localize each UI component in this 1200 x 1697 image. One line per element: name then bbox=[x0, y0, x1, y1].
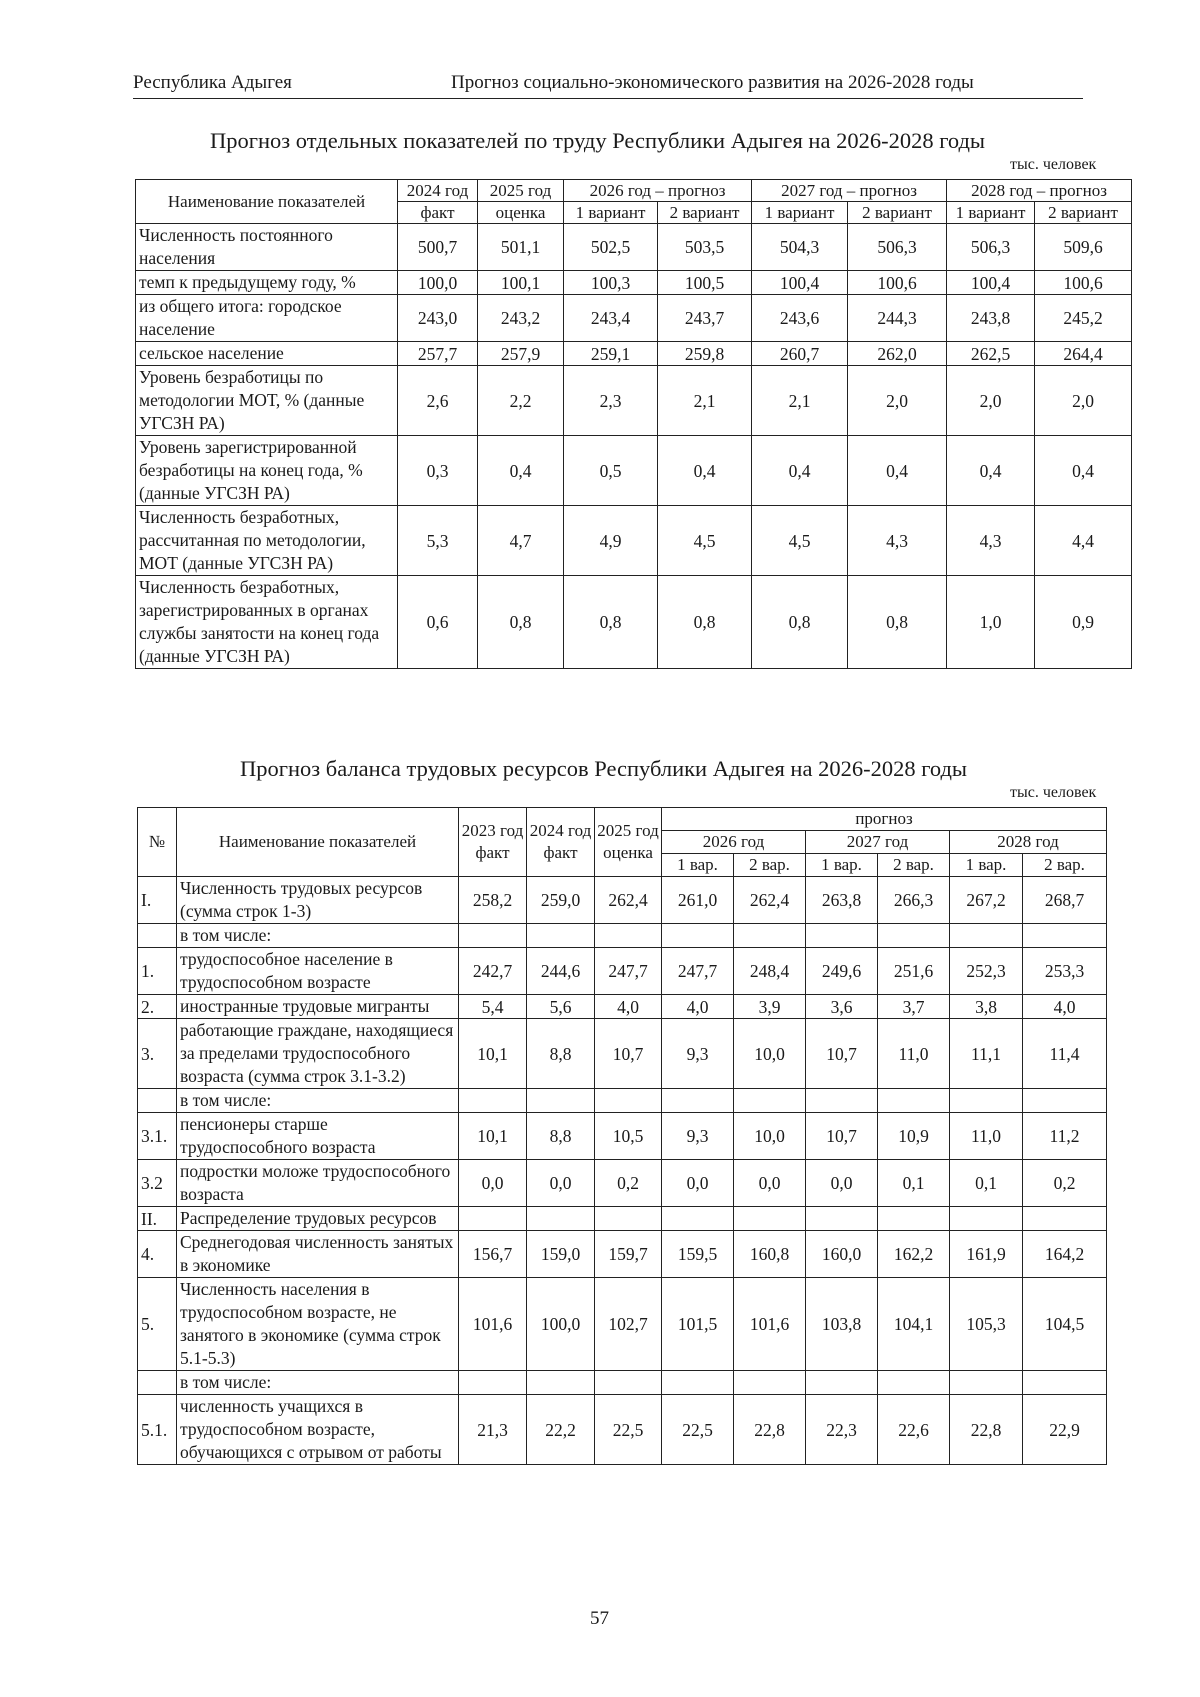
row-label: Среднегодовая численность занятых в экономике bbox=[177, 1231, 459, 1278]
value-cell: 0,1 bbox=[950, 1160, 1023, 1207]
table2-head-name: Наименование показателей bbox=[177, 808, 459, 877]
row-label: из общего итога: городское население bbox=[136, 295, 398, 342]
table-row bbox=[136, 506, 1132, 576]
value-cell: 249,6 bbox=[806, 948, 878, 995]
value-cell: 101,6 bbox=[734, 1278, 806, 1371]
table-row bbox=[136, 436, 1132, 506]
table1-head-variant-2: 2 вариант bbox=[1035, 202, 1132, 224]
value-cell: 264,4 bbox=[1035, 342, 1132, 366]
labor-balance-table bbox=[137, 807, 1107, 1465]
value-cell: 262,4 bbox=[595, 877, 662, 924]
table2-head-2027: 2027 год bbox=[806, 831, 950, 854]
value-cell: 10,0 bbox=[734, 1113, 806, 1160]
table1-title: Прогноз отдельных показателей по труду Республики Адыгея на 2026-2028 годы bbox=[210, 128, 986, 153]
value-cell: 4,5 bbox=[658, 506, 752, 576]
value-cell bbox=[806, 1089, 878, 1113]
row-number: 5.1. bbox=[138, 1395, 177, 1465]
value-cell: 0,9 bbox=[1035, 576, 1132, 669]
value-cell bbox=[459, 1089, 527, 1113]
value-cell: 247,7 bbox=[662, 948, 734, 995]
value-cell: 160,0 bbox=[806, 1231, 878, 1278]
value-cell: 260,7 bbox=[752, 342, 848, 366]
value-cell: 242,7 bbox=[459, 948, 527, 995]
row-label: в том числе: bbox=[177, 1089, 459, 1113]
value-cell bbox=[459, 1207, 527, 1231]
value-cell: 245,2 bbox=[1035, 295, 1132, 342]
value-cell: 259,0 bbox=[527, 877, 595, 924]
row-label: Численность постоянного населения bbox=[136, 224, 398, 271]
value-cell bbox=[878, 1207, 950, 1231]
value-cell: 500,7 bbox=[398, 224, 478, 271]
value-cell: 503,5 bbox=[658, 224, 752, 271]
value-cell: 504,3 bbox=[752, 224, 848, 271]
table1-head-2024: 2024 год bbox=[398, 180, 478, 202]
value-cell: 4,5 bbox=[752, 506, 848, 576]
table-row bbox=[138, 948, 1107, 995]
value-cell: 8,8 bbox=[527, 1113, 595, 1160]
table1-head-variant-1: 1 вариант bbox=[752, 202, 848, 224]
value-cell bbox=[734, 924, 806, 948]
row-number: 3.1. bbox=[138, 1113, 177, 1160]
value-cell: 0,0 bbox=[806, 1160, 878, 1207]
value-cell bbox=[1023, 1207, 1107, 1231]
value-cell: 21,3 bbox=[459, 1395, 527, 1465]
value-cell: 0,4 bbox=[478, 436, 564, 506]
value-cell: 1,0 bbox=[947, 576, 1035, 669]
value-cell: 266,3 bbox=[878, 877, 950, 924]
table2-unit: тыс. человек bbox=[1010, 784, 1097, 801]
value-cell: 22,5 bbox=[662, 1395, 734, 1465]
table1-head-variant-2: 2 вариант bbox=[848, 202, 947, 224]
row-number: 1. bbox=[138, 948, 177, 995]
value-cell: 0,4 bbox=[947, 436, 1035, 506]
value-cell: 159,5 bbox=[662, 1231, 734, 1278]
value-cell: 100,5 bbox=[658, 271, 752, 295]
value-cell: 4,4 bbox=[1035, 506, 1132, 576]
value-cell: 0,8 bbox=[848, 576, 947, 669]
table2-head-variant-2: 2 вар. bbox=[878, 854, 950, 877]
value-cell: 4,3 bbox=[947, 506, 1035, 576]
value-cell: 0,0 bbox=[734, 1160, 806, 1207]
row-number: 2. bbox=[138, 995, 177, 1019]
value-cell bbox=[950, 924, 1023, 948]
table-row bbox=[136, 295, 1132, 342]
value-cell bbox=[950, 1207, 1023, 1231]
row-label: иностранные трудовые мигранты bbox=[177, 995, 459, 1019]
value-cell: 10,7 bbox=[806, 1113, 878, 1160]
value-cell: 3,8 bbox=[950, 995, 1023, 1019]
value-cell: 257,7 bbox=[398, 342, 478, 366]
value-cell: 258,2 bbox=[459, 877, 527, 924]
value-cell: 2,2 bbox=[478, 366, 564, 436]
value-cell: 11,0 bbox=[950, 1113, 1023, 1160]
value-cell: 268,7 bbox=[1023, 877, 1107, 924]
row-label: в том числе: bbox=[177, 924, 459, 948]
value-cell: 159,7 bbox=[595, 1231, 662, 1278]
value-cell bbox=[734, 1371, 806, 1395]
value-cell: 2,1 bbox=[752, 366, 848, 436]
value-cell: 509,6 bbox=[1035, 224, 1132, 271]
row-label: сельское население bbox=[136, 342, 398, 366]
value-cell: 11,4 bbox=[1023, 1019, 1107, 1089]
table1-head-name: Наименование показателей bbox=[136, 180, 398, 224]
value-cell: 10,1 bbox=[459, 1019, 527, 1089]
row-number bbox=[138, 1371, 177, 1395]
row-label: Численность трудовых ресурсов (сумма строк 1-3) bbox=[177, 877, 459, 924]
header-region: Республика Адыгея bbox=[133, 72, 292, 93]
value-cell: 22,5 bbox=[595, 1395, 662, 1465]
value-cell: 22,6 bbox=[878, 1395, 950, 1465]
table2-head-variant-1: 1 вар. bbox=[950, 854, 1023, 877]
value-cell: 162,2 bbox=[878, 1231, 950, 1278]
table1-head-2025-sub: оценка bbox=[478, 202, 564, 224]
value-cell: 11,0 bbox=[878, 1019, 950, 1089]
value-cell: 100,0 bbox=[398, 271, 478, 295]
row-label: темп к предыдущему году, % bbox=[136, 271, 398, 295]
value-cell: 253,3 bbox=[1023, 948, 1107, 995]
value-cell: 103,8 bbox=[806, 1278, 878, 1371]
row-number: 3.2 bbox=[138, 1160, 177, 1207]
value-cell: 101,5 bbox=[662, 1278, 734, 1371]
value-cell: 4,0 bbox=[662, 995, 734, 1019]
value-cell: 502,5 bbox=[564, 224, 658, 271]
value-cell: 9,3 bbox=[662, 1019, 734, 1089]
table2-head-2028: 2028 год bbox=[950, 831, 1107, 854]
table1-head-variant-2: 2 вариант bbox=[658, 202, 752, 224]
row-number bbox=[138, 1089, 177, 1113]
value-cell bbox=[595, 1371, 662, 1395]
value-cell bbox=[1023, 1089, 1107, 1113]
table1-head-2028: 2028 год – прогноз bbox=[947, 180, 1132, 202]
value-cell: 0,8 bbox=[658, 576, 752, 669]
value-cell: 0,0 bbox=[662, 1160, 734, 1207]
table1-header-row-1 bbox=[136, 180, 1132, 202]
table-row bbox=[138, 924, 1107, 948]
value-cell bbox=[734, 1089, 806, 1113]
table-row bbox=[138, 1371, 1107, 1395]
table2-head-forecast: прогноз bbox=[662, 808, 1107, 831]
value-cell: 104,1 bbox=[878, 1278, 950, 1371]
value-cell bbox=[662, 1371, 734, 1395]
value-cell bbox=[527, 1207, 595, 1231]
value-cell: 0,4 bbox=[848, 436, 947, 506]
row-number: II. bbox=[138, 1207, 177, 1231]
value-cell: 243,7 bbox=[658, 295, 752, 342]
value-cell: 102,7 bbox=[595, 1278, 662, 1371]
value-cell: 10,0 bbox=[734, 1019, 806, 1089]
value-cell: 244,6 bbox=[527, 948, 595, 995]
table1-head-2025: 2025 год bbox=[478, 180, 564, 202]
table2-head-variant-1: 1 вар. bbox=[806, 854, 878, 877]
table-row bbox=[136, 271, 1132, 295]
value-cell bbox=[878, 924, 950, 948]
table2-title: Прогноз баланса трудовых ресурсов Республики Адыгея на 2026-2028 годы bbox=[240, 756, 968, 781]
value-cell: 161,9 bbox=[950, 1231, 1023, 1278]
value-cell: 8,8 bbox=[527, 1019, 595, 1089]
value-cell: 22,8 bbox=[734, 1395, 806, 1465]
value-cell: 10,9 bbox=[878, 1113, 950, 1160]
value-cell: 100,4 bbox=[752, 271, 848, 295]
value-cell bbox=[459, 1371, 527, 1395]
value-cell: 506,3 bbox=[848, 224, 947, 271]
value-cell: 262,5 bbox=[947, 342, 1035, 366]
value-cell: 100,6 bbox=[1035, 271, 1132, 295]
value-cell: 248,4 bbox=[734, 948, 806, 995]
table-row bbox=[136, 576, 1132, 669]
row-label: Численность безработных, рассчитанная по методологии, МОТ (данные УГСЗН РА) bbox=[136, 506, 398, 576]
table-row bbox=[138, 877, 1107, 924]
row-label: подростки моложе трудоспособного возраста bbox=[177, 1160, 459, 1207]
value-cell: 4,0 bbox=[595, 995, 662, 1019]
value-cell: 100,6 bbox=[848, 271, 947, 295]
row-label: Уровень безработицы по методологии МОТ, % (данные УГСЗН РА) bbox=[136, 366, 398, 436]
value-cell: 243,4 bbox=[564, 295, 658, 342]
value-cell: 263,8 bbox=[806, 877, 878, 924]
value-cell: 2,3 bbox=[564, 366, 658, 436]
value-cell: 243,0 bbox=[398, 295, 478, 342]
value-cell: 0,0 bbox=[527, 1160, 595, 1207]
table-row bbox=[138, 1089, 1107, 1113]
value-cell: 0,4 bbox=[1035, 436, 1132, 506]
value-cell bbox=[806, 1371, 878, 1395]
row-label: Распределение трудовых ресурсов bbox=[177, 1207, 459, 1231]
value-cell: 100,4 bbox=[947, 271, 1035, 295]
value-cell bbox=[595, 1207, 662, 1231]
table1-head-variant-1: 1 вариант bbox=[564, 202, 658, 224]
value-cell: 243,6 bbox=[752, 295, 848, 342]
page-number: 57 bbox=[590, 1608, 609, 1629]
value-cell: 259,8 bbox=[658, 342, 752, 366]
table1-head-2027: 2027 год – прогноз bbox=[752, 180, 947, 202]
value-cell: 3,6 bbox=[806, 995, 878, 1019]
value-cell: 10,5 bbox=[595, 1113, 662, 1160]
value-cell bbox=[595, 924, 662, 948]
value-cell: 104,5 bbox=[1023, 1278, 1107, 1371]
value-cell: 262,4 bbox=[734, 877, 806, 924]
value-cell: 0,2 bbox=[1023, 1160, 1107, 1207]
row-label: трудоспособное население в трудоспособном возрасте bbox=[177, 948, 459, 995]
value-cell: 5,4 bbox=[459, 995, 527, 1019]
value-cell: 0,8 bbox=[478, 576, 564, 669]
table2-head-variant-1: 1 вар. bbox=[662, 854, 734, 877]
value-cell: 10,7 bbox=[595, 1019, 662, 1089]
row-number bbox=[138, 924, 177, 948]
value-cell: 156,7 bbox=[459, 1231, 527, 1278]
table1-head-2024-sub: факт bbox=[398, 202, 478, 224]
value-cell: 4,9 bbox=[564, 506, 658, 576]
value-cell bbox=[662, 1089, 734, 1113]
value-cell: 247,7 bbox=[595, 948, 662, 995]
value-cell: 0,2 bbox=[595, 1160, 662, 1207]
value-cell: 101,6 bbox=[459, 1278, 527, 1371]
table2-head-variant-2: 2 вар. bbox=[1023, 854, 1107, 877]
value-cell: 0,3 bbox=[398, 436, 478, 506]
value-cell: 4,7 bbox=[478, 506, 564, 576]
value-cell: 3,9 bbox=[734, 995, 806, 1019]
value-cell: 0,4 bbox=[658, 436, 752, 506]
table2-head-2025: 2025 год оценка bbox=[595, 808, 662, 877]
value-cell: 164,2 bbox=[1023, 1231, 1107, 1278]
row-label: в том числе: bbox=[177, 1371, 459, 1395]
page-header bbox=[133, 70, 1083, 99]
row-number: 4. bbox=[138, 1231, 177, 1278]
row-number: 5. bbox=[138, 1278, 177, 1371]
value-cell: 5,6 bbox=[527, 995, 595, 1019]
table-row bbox=[136, 342, 1132, 366]
value-cell bbox=[878, 1089, 950, 1113]
value-cell: 2,0 bbox=[848, 366, 947, 436]
value-cell: 4,3 bbox=[848, 506, 947, 576]
row-number: 3. bbox=[138, 1019, 177, 1089]
table-row bbox=[138, 1278, 1107, 1371]
value-cell: 4,0 bbox=[1023, 995, 1107, 1019]
row-label: пенсионеры старше трудоспособного возраста bbox=[177, 1113, 459, 1160]
value-cell bbox=[734, 1207, 806, 1231]
value-cell: 5,3 bbox=[398, 506, 478, 576]
value-cell: 10,1 bbox=[459, 1113, 527, 1160]
table-row bbox=[138, 1231, 1107, 1278]
table-row bbox=[138, 1019, 1107, 1089]
row-label: Уровень зарегистрированной безработицы на конец года, % (данные УГСЗН РА) bbox=[136, 436, 398, 506]
table2-header-row-1 bbox=[138, 808, 1107, 831]
table2-head-2023: 2023 год факт bbox=[459, 808, 527, 877]
row-number: I. bbox=[138, 877, 177, 924]
table1-head-2026: 2026 год – прогноз bbox=[564, 180, 752, 202]
value-cell: 252,3 bbox=[950, 948, 1023, 995]
value-cell bbox=[806, 924, 878, 948]
value-cell: 3,7 bbox=[878, 995, 950, 1019]
value-cell: 11,1 bbox=[950, 1019, 1023, 1089]
value-cell bbox=[527, 924, 595, 948]
labor-indicators-table bbox=[135, 179, 1132, 669]
value-cell: 251,6 bbox=[878, 948, 950, 995]
value-cell bbox=[1023, 1371, 1107, 1395]
value-cell: 22,9 bbox=[1023, 1395, 1107, 1465]
table-row bbox=[138, 1207, 1107, 1231]
value-cell: 0,0 bbox=[459, 1160, 527, 1207]
value-cell bbox=[950, 1089, 1023, 1113]
value-cell: 244,3 bbox=[848, 295, 947, 342]
value-cell bbox=[662, 1207, 734, 1231]
value-cell: 22,3 bbox=[806, 1395, 878, 1465]
value-cell: 160,8 bbox=[734, 1231, 806, 1278]
value-cell bbox=[806, 1207, 878, 1231]
value-cell bbox=[459, 924, 527, 948]
table-row bbox=[136, 224, 1132, 271]
table2-head-2024: 2024 год факт bbox=[527, 808, 595, 877]
value-cell: 501,1 bbox=[478, 224, 564, 271]
value-cell: 2,1 bbox=[658, 366, 752, 436]
table2-head-variant-2: 2 вар. bbox=[734, 854, 806, 877]
value-cell: 0,4 bbox=[752, 436, 848, 506]
table-row bbox=[138, 1160, 1107, 1207]
value-cell bbox=[595, 1089, 662, 1113]
value-cell bbox=[662, 924, 734, 948]
value-cell: 262,0 bbox=[848, 342, 947, 366]
header-doc-title: Прогноз социально-экономического развития на 2026-2028 годы bbox=[451, 72, 974, 93]
value-cell: 0,1 bbox=[878, 1160, 950, 1207]
table2-head-2026: 2026 год bbox=[662, 831, 806, 854]
value-cell: 0,8 bbox=[752, 576, 848, 669]
value-cell: 22,8 bbox=[950, 1395, 1023, 1465]
row-label: Численность населения в трудоспособном возрасте, не занятого в экономике (сумма строк 5.1-5.3) bbox=[177, 1278, 459, 1371]
value-cell bbox=[527, 1089, 595, 1113]
value-cell bbox=[878, 1371, 950, 1395]
value-cell: 0,5 bbox=[564, 436, 658, 506]
value-cell: 2,6 bbox=[398, 366, 478, 436]
value-cell bbox=[1023, 924, 1107, 948]
value-cell: 22,2 bbox=[527, 1395, 595, 1465]
table-row bbox=[138, 1113, 1107, 1160]
value-cell: 9,3 bbox=[662, 1113, 734, 1160]
row-label: численность учащихся в трудоспособном возрасте, обучающихся с отрывом от работы bbox=[177, 1395, 459, 1465]
value-cell: 10,7 bbox=[806, 1019, 878, 1089]
table-row bbox=[138, 995, 1107, 1019]
table1-head-variant-1: 1 вариант bbox=[947, 202, 1035, 224]
value-cell: 2,0 bbox=[1035, 366, 1132, 436]
value-cell bbox=[950, 1371, 1023, 1395]
table2-head-no: № bbox=[138, 808, 177, 877]
value-cell: 243,8 bbox=[947, 295, 1035, 342]
value-cell: 0,8 bbox=[564, 576, 658, 669]
value-cell: 243,2 bbox=[478, 295, 564, 342]
table1-unit: тыс. человек bbox=[1010, 156, 1097, 173]
row-label: Численность безработных, зарегистрированных в органах службы занятости на конец года (данные УГСЗН РА) bbox=[136, 576, 398, 669]
value-cell bbox=[527, 1371, 595, 1395]
table-row bbox=[138, 1395, 1107, 1465]
value-cell: 11,2 bbox=[1023, 1113, 1107, 1160]
value-cell: 506,3 bbox=[947, 224, 1035, 271]
value-cell: 2,0 bbox=[947, 366, 1035, 436]
value-cell: 261,0 bbox=[662, 877, 734, 924]
value-cell: 0,6 bbox=[398, 576, 478, 669]
table-row bbox=[136, 366, 1132, 436]
value-cell: 105,3 bbox=[950, 1278, 1023, 1371]
value-cell: 100,0 bbox=[527, 1278, 595, 1371]
value-cell: 259,1 bbox=[564, 342, 658, 366]
value-cell: 100,1 bbox=[478, 271, 564, 295]
value-cell: 100,3 bbox=[564, 271, 658, 295]
value-cell: 159,0 bbox=[527, 1231, 595, 1278]
row-label: работающие граждане, находящиеся за пределами трудоспособного возраста (сумма строк 3.1-3.2) bbox=[177, 1019, 459, 1089]
value-cell: 267,2 bbox=[950, 877, 1023, 924]
value-cell: 257,9 bbox=[478, 342, 564, 366]
